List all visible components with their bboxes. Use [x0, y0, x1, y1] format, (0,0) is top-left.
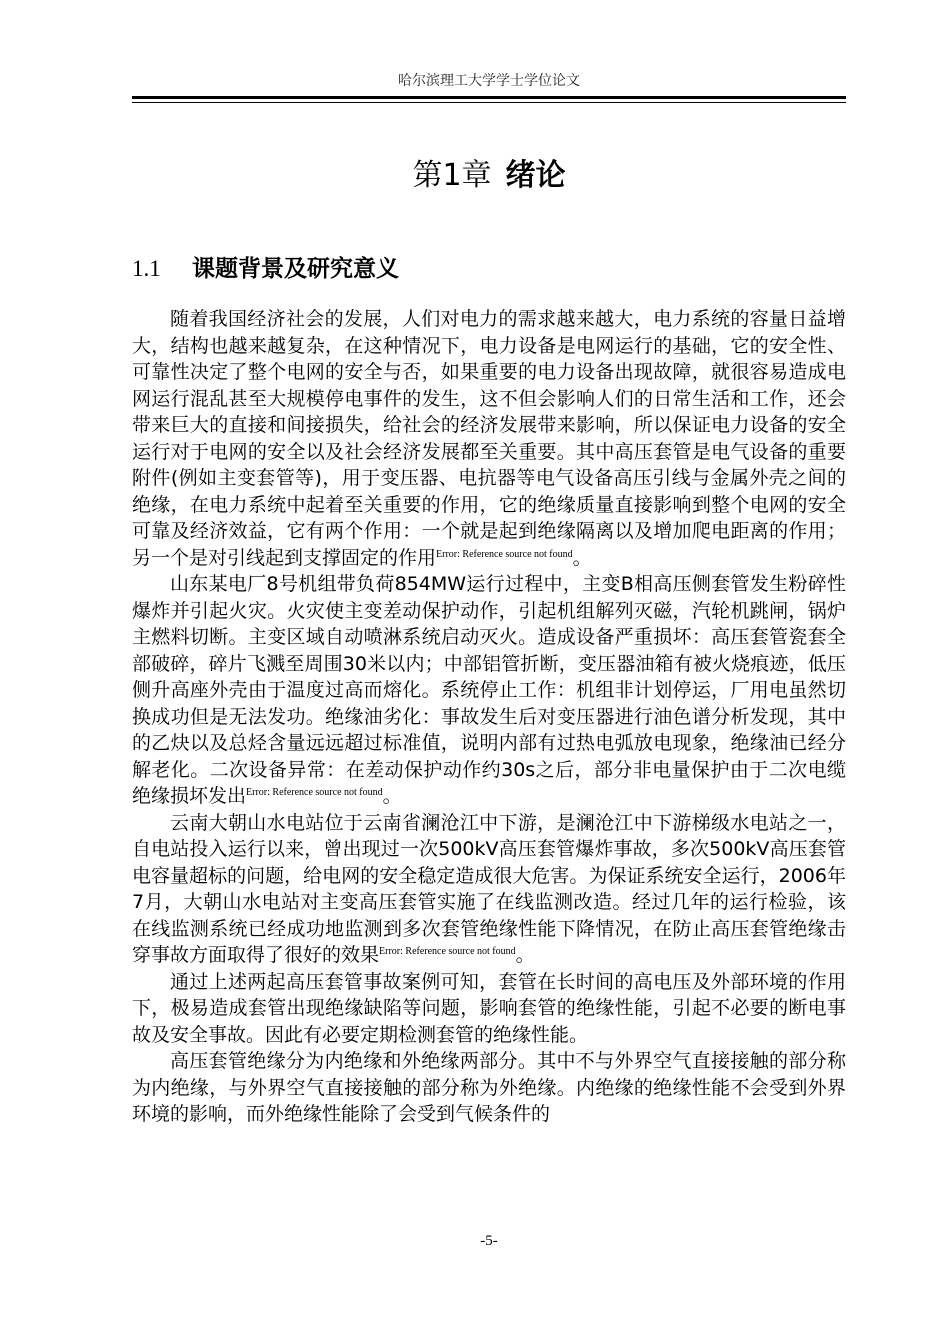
paragraph-text: 通过上述两起高压套管事故案例可知，套管在长时间的高电压及外部环境的作用下，极易造成套管出现绝缘缺陷等问题，影响套管的绝缘性能，引起不必要的断电事故及安全事故。因此有必要定期检测套管的绝缘性能。 — [132, 970, 846, 1046]
paragraph-text: 山东某电厂8号机组带负荷854MW运行过程中，主变B相高压侧套管发生粉碎性爆炸并引起火灾。火灾使主变差动保护动作，引起机组解列灭磁，汽轮机跳闸，锅炉主燃料切断。主变区域自动喷淋系统启动灭火。造成设备严重损坏：高压套管瓷套全部破碎，碎片飞溅至周围30米以内；中部铝管折断，变压器油箱有被火烧痕迹，低压侧升高座外壳由于温度过高而熔化。系统停止工作：机组非计划停运，厂用电虽然切换成功但是无法发功。绝缘油劣化：事故发生后对变压器进行油色谱分析发现，其中的乙炔以及总烃含量远远超过标准值，说明内部有过热电弧放电现象，绝缘油已经分解老化。二次设备异常：在差动保护动作约30s之后，部分非电量保护由于二次电缆绝缘损坏发出 — [132, 573, 846, 807]
header-rule-thin — [132, 102, 846, 103]
paragraph — [132, 810, 846, 969]
page-number: -5- — [480, 1233, 498, 1249]
paragraph-end: 。 — [382, 785, 402, 807]
paragraph-text: 云南大朝山水电站位于云南省澜沧江中下游，是澜沧江中下游梯级水电站之一，自电站投入运行以来，曾出现过一次500kV高压套管爆炸事故，多次500kV高压套管电容量超标的问题，给电网的安全稳定造成很大危害。为保证系统安全运行，2006年7月，大朝山水电站对主变高压套管实施了在线监测改造。经过几年的运行检验，该在线监测系统已经成功地监测到多次套管绝缘性能下降情况，在防止高压套管绝缘击穿事故方面取得了很好的效果 — [132, 811, 846, 966]
reference-error: Error: Reference source not found — [436, 548, 573, 560]
section-name: 课题背景及研究意义 — [192, 256, 399, 282]
body-text — [132, 306, 846, 1128]
chapter-name: 绪论 — [505, 158, 566, 193]
reference-error: Error: Reference source not found — [246, 787, 383, 798]
paragraph-end: 。 — [515, 944, 535, 966]
chapter-title — [132, 150, 846, 194]
running-header: 哈尔滨理工大学学士学位论文 — [398, 73, 580, 89]
paragraph-text: 高压套管绝缘分为内绝缘和外绝缘两部分。其中不与外界空气直接接触的部分称为内绝缘，与外界空气直接接触的部分称为外绝缘。内绝缘的绝缘性能不会受到外界环境的影响，而外绝缘性能除了会受到气候条件的 — [132, 1050, 846, 1125]
paragraph — [132, 1048, 846, 1128]
section-number: 1.1 — [132, 256, 161, 281]
paragraph — [132, 571, 846, 810]
section-title — [132, 250, 399, 283]
paragraph-text: 随着我国经济社会的发展，人们对电力的需求越来越大，电力系统的容量日益增大，结构也越来越复杂，在这种情况下，电力设备是电网运行的基础，它的安全性、可靠性决定了整个电网的安全与否，如果重要的电力设备出现故障，就很容易造成电网运行混乱甚至大规模停电事件的发生，这不但会影响人们的日常生活和工作，还会带来巨大的直接和间接损失，给社会的经济发展带来影响，所以保证电力设备的安全运行对于电网的安全以及社会经济发展都至关重要。其中高压套管是电气设备的重要附件(例如主变套管等)，用于变压器、电抗器等电气设备高压引线与金属外壳之间的绝缘，在电力系统中起着至关重要的作用，它的绝缘质量直接影响到整个电网的安全可靠及经济效益，它有两个作用：一个就是起到绝缘隔离以及增加爬电距离的作用；另一个是对引线起到支撑固定的作用 — [132, 308, 846, 569]
chapter-number: 第1章 — [412, 158, 492, 193]
paragraph — [132, 306, 846, 571]
header-rule-thick — [132, 96, 846, 99]
reference-error: Error: Reference source not found — [379, 946, 516, 957]
paragraph-end: 。 — [572, 546, 592, 569]
paragraph — [132, 969, 846, 1049]
